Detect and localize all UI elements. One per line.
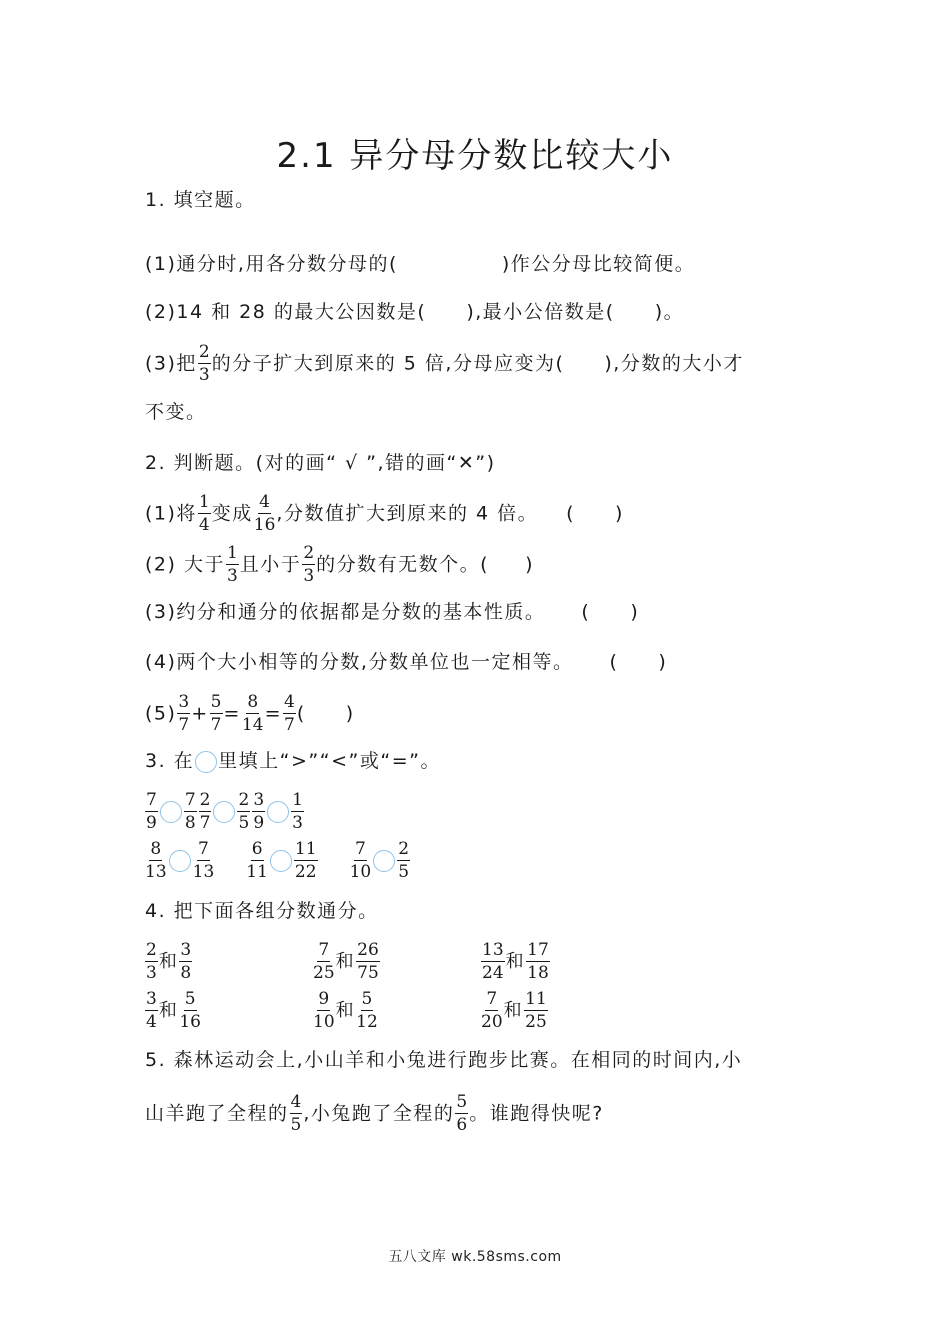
fraction: $\frac{7}{20}$	[481, 989, 503, 1032]
q2-item-3	[145, 598, 639, 626]
fraction: $\frac{17}{18}$	[527, 940, 549, 983]
and-word: 和	[335, 1000, 356, 1021]
fraction: $\frac{7}{10}$	[349, 839, 372, 882]
and-word: 和	[158, 951, 179, 972]
q3-heading-text-a: 3. 在	[145, 750, 195, 772]
q2-item-2	[145, 545, 534, 585]
q1-item-3-text-c: ),分数的大小才	[604, 352, 744, 375]
fraction: $\frac{6}{11}$	[246, 839, 268, 882]
q1-item-2-text-b: ),最小公倍数是(	[466, 301, 615, 323]
q3-row-2	[144, 841, 411, 881]
q1-item-2	[145, 298, 684, 326]
equals-sign: =	[223, 702, 241, 725]
fraction: $\frac{5}{16}$	[179, 989, 201, 1032]
fraction: $\frac{8}{13}$	[145, 839, 167, 882]
fraction: $\frac{3}{9}$	[253, 790, 265, 833]
fraction: $\frac{13}{24}$	[482, 940, 504, 983]
q1-item-3-text-b: 的分子扩大到原来的 5 倍,分母应变为(	[211, 352, 565, 375]
fraction: $\frac{7}{13}$	[192, 839, 215, 882]
q1-item-1-text-b: )作公分母比较简便。	[501, 253, 696, 275]
q4-pair-4	[144, 991, 202, 1031]
q1-item-2-text-c: )。	[654, 301, 685, 323]
fraction: $\frac{1}{3}$	[226, 543, 238, 586]
q2-item-5-paren-open: (	[296, 702, 306, 725]
q1-item-3-text-a: (3)把	[145, 352, 197, 375]
fraction: $\frac{7}{8}$	[184, 790, 196, 833]
q5-text-c: 。谁跑得快呢?	[469, 1102, 604, 1125]
q2-item-1-paren-open: (	[566, 502, 576, 525]
q2-item-3-text: (3)约分和通分的依据都是分数的基本性质。	[145, 601, 546, 623]
q2-item-4	[145, 648, 667, 676]
q3-heading	[145, 747, 441, 775]
and-word: 和	[505, 951, 526, 972]
fraction: $\frac{1}{4}$	[198, 492, 210, 535]
compare-circle-input[interactable]	[267, 801, 289, 823]
q2-item-1	[145, 494, 624, 534]
q2-item-2-text-b: 且小于	[239, 553, 302, 576]
fraction: $\frac{5}{6}$	[456, 1092, 468, 1135]
q2-item-2-text-a: (2) 大于	[145, 553, 225, 576]
q4-pair-6	[480, 991, 549, 1031]
fraction: $\frac{7}{9}$	[146, 790, 157, 833]
q2-heading: 2. 判断题。(对的画“ √ ”,错的画“✕”)	[145, 452, 496, 474]
q1-item-1-text-a: (1)通分时,用各分数分母的(	[145, 253, 398, 275]
compare-circle-input[interactable]	[213, 801, 235, 823]
q2-item-4-paren-open: (	[609, 651, 619, 673]
q1-item-3-continued: 不变。	[145, 401, 207, 423]
fraction: $\frac{3}{8}$	[180, 940, 192, 983]
fraction: $\frac{11}{25}$	[525, 989, 547, 1032]
fraction: $\frac{2}{5}$	[238, 790, 250, 833]
q2-item-5-paren-close: )	[345, 702, 355, 725]
plus-sign: +	[191, 702, 209, 725]
q1-item-1	[145, 250, 695, 278]
fraction: $\frac{3}{7}$	[178, 692, 190, 735]
q2-item-5-label: (5)	[145, 702, 177, 725]
answer-circle-icon	[195, 751, 217, 773]
q3-row-1	[144, 792, 305, 832]
q5-line-2	[145, 1094, 604, 1134]
fraction: $\frac{5}{12}$	[356, 989, 378, 1032]
and-word: 和	[335, 951, 356, 972]
q4-pair-5	[312, 991, 379, 1031]
q2-item-1-text-a: (1)将	[145, 502, 197, 525]
q2-item-1-paren-close: )	[615, 502, 624, 525]
and-word: 和	[158, 1000, 179, 1021]
and-word: 和	[503, 1000, 524, 1021]
fraction: $\frac{5}{7}$	[210, 692, 222, 735]
fraction: $\frac{8}{14}$	[241, 692, 264, 735]
q4-heading: 4. 把下面各组分数通分。	[145, 900, 379, 922]
q4-pair-2	[312, 942, 381, 982]
compare-circle-input[interactable]	[160, 801, 182, 823]
q2-item-5	[145, 694, 355, 734]
fraction: $\frac{11}{22}$	[294, 839, 317, 882]
fraction: $\frac{2}{3}$	[198, 342, 210, 385]
compare-circle-input[interactable]	[169, 850, 191, 872]
q2-item-1-text-b: 变成	[211, 502, 253, 525]
footer-watermark: 五八文库 wk.58sms.com	[388, 1249, 562, 1265]
fraction: $\frac{4}{7}$	[283, 692, 295, 735]
q2-item-2-paren-close: )	[525, 553, 534, 576]
q1-item-3	[145, 344, 744, 384]
q5-text-b: ,小兔跑了全程的	[303, 1102, 455, 1125]
q2-item-2-text-c: 的分数有无数个。(	[316, 553, 490, 576]
fraction: $\frac{2}{7}$	[199, 790, 211, 833]
fraction: $\frac{1}{3}$	[292, 790, 303, 833]
compare-circle-input[interactable]	[270, 850, 292, 872]
q2-item-4-text: (4)两个大小相等的分数,分数单位也一定相等。	[145, 651, 574, 673]
q2-item-4-paren-close: )	[658, 651, 668, 673]
fraction: $\frac{26}{75}$	[357, 940, 379, 983]
q5-text-a: 山羊跑了全程的	[145, 1102, 289, 1125]
q1-heading: 1. 填空题。	[145, 189, 256, 211]
fraction: $\frac{4}{5}$	[290, 1092, 302, 1135]
fraction: $\frac{2}{5}$	[398, 839, 410, 882]
equals-sign: =	[264, 702, 282, 725]
q4-pair-1	[144, 942, 193, 982]
q3-heading-text-b: 里填上“>”“<”或“=”。	[218, 750, 441, 772]
q4-pair-3	[480, 942, 551, 982]
fraction: $\frac{2}{3}$	[146, 940, 157, 983]
fraction: $\frac{9}{10}$	[313, 989, 335, 1032]
fraction: $\frac{4}{16}$	[253, 492, 276, 535]
fraction: $\frac{7}{25}$	[313, 940, 335, 983]
q2-item-3-paren-open: (	[581, 601, 591, 623]
q5-line-1: 5. 森林运动会上,小山羊和小兔进行跑步比赛。在相同的时间内,小	[145, 1049, 743, 1071]
q2-item-1-text-c: ,分数值扩大到原来的 4 倍。	[276, 502, 539, 525]
page-title: 2.1 异分母分数比较大小	[276, 136, 674, 176]
fraction: $\frac{2}{3}$	[303, 543, 315, 586]
fraction: $\frac{3}{4}$	[146, 989, 157, 1032]
q1-item-2-text-a: (2)14 和 28 的最大公因数是(	[145, 301, 427, 323]
compare-circle-input[interactable]	[373, 850, 395, 872]
q2-item-3-paren-close: )	[630, 601, 640, 623]
